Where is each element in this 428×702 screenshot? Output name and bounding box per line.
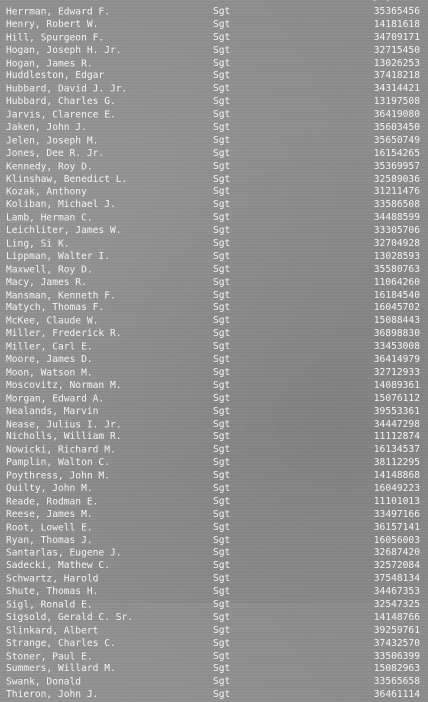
service-number: 16184540	[373, 289, 420, 301]
soldier-name: Klinshaw, Benedict L.	[6, 173, 128, 185]
soldier-name: Sigl, Ronald E.	[6, 599, 93, 611]
service-number: 13026253	[373, 57, 420, 69]
roster-row	[6, 96, 420, 109]
soldier-name: Miller, Carl E.	[6, 341, 93, 353]
soldier-rank: Sgt	[213, 328, 231, 340]
soldier-name: Lamb, Herman C.	[6, 212, 93, 224]
soldier-name: Moore, James D.	[6, 354, 93, 366]
service-number: 15076112	[373, 392, 420, 404]
roster-row	[6, 406, 420, 419]
roster-row	[6, 586, 420, 599]
roster-row	[6, 70, 420, 83]
service-number: 13197508	[373, 96, 420, 108]
service-number: 35580763	[373, 263, 420, 275]
soldier-name: Stoner, Paul E.	[6, 650, 93, 662]
soldier-rank: Sgt	[213, 521, 231, 533]
soldier-rank: Sgt	[213, 160, 231, 172]
soldier-rank: Sgt	[213, 83, 231, 95]
roster-row	[6, 676, 420, 689]
service-number: 32572084	[373, 560, 420, 572]
soldier-name: Shute, Thomas H.	[6, 586, 99, 598]
service-number: 39259761	[373, 624, 420, 636]
soldier-name: Lippman, Walter I.	[6, 250, 110, 262]
soldier-name: Reade, Rodman E.	[6, 496, 99, 508]
soldier-rank: Sgt	[213, 18, 231, 30]
soldier-name: Ling, Si K.	[6, 238, 70, 250]
roster-row	[6, 509, 420, 522]
soldier-rank: Sgt	[213, 186, 231, 198]
soldier-rank: Sgt	[213, 289, 231, 301]
soldier-rank: Sgt	[213, 147, 231, 159]
soldier-rank: Sgt	[213, 482, 231, 494]
soldier-rank: Sgt	[213, 534, 231, 546]
soldier-rank: Sgt	[213, 173, 231, 185]
soldier-rank: Sgt	[213, 624, 231, 636]
roster-row	[6, 315, 420, 328]
service-number: 16134537	[373, 444, 420, 456]
soldier-name: Henry, Robert W.	[6, 18, 99, 30]
soldier-rank: Sgt	[213, 199, 231, 211]
service-number: 37548134	[373, 573, 420, 585]
service-number: 32687420	[373, 547, 420, 559]
service-number: 32547325	[373, 598, 420, 610]
service-number: 36898830	[373, 328, 420, 340]
roster-row	[6, 612, 420, 625]
roster-row	[6, 354, 420, 367]
soldier-rank: Sgt	[213, 44, 231, 56]
soldier-name: Leichliter, James W.	[6, 225, 122, 237]
soldier-name: Jelen, Joseph M.	[6, 135, 99, 147]
service-number: 16049223	[373, 482, 420, 494]
roster-row	[6, 212, 420, 225]
service-number: 16056003	[373, 534, 420, 546]
soldier-name: Schwartz, Harold	[6, 573, 99, 585]
soldier-name: Moscovitz, Norman M.	[6, 379, 122, 391]
soldier-rank: Sgt	[213, 341, 231, 353]
soldier-rank: Sgt	[213, 650, 231, 662]
roster-row	[6, 573, 420, 586]
roster-row	[6, 457, 420, 470]
roster-row	[6, 341, 420, 354]
soldier-rank: Sgt	[213, 6, 231, 17]
roster-row	[6, 393, 420, 406]
roster-row	[6, 496, 420, 509]
service-number: 34467353	[373, 586, 420, 598]
service-number: 11101013	[373, 495, 420, 507]
roster-row	[6, 483, 420, 496]
soldier-name: Strange, Charles C.	[6, 637, 116, 649]
soldier-rank: Sgt	[213, 495, 231, 507]
service-number: 16045702	[373, 302, 420, 314]
soldier-rank: Sgt	[213, 431, 231, 443]
soldier-name: Nowicki, Richard M.	[6, 444, 116, 456]
soldier-name: Jaken, John J.	[6, 122, 87, 134]
service-number: 39553361	[373, 405, 420, 417]
roster-row	[6, 83, 420, 96]
soldier-name: Mansman, Kenneth F.	[6, 289, 116, 301]
soldier-rank: Sgt	[213, 379, 231, 391]
soldier-rank: Sgt	[213, 547, 231, 559]
soldier-name: Koliban, Michael J.	[6, 199, 116, 211]
service-number: 35369957	[373, 160, 420, 172]
service-number: 14148766	[373, 611, 420, 623]
service-number: 11112874	[373, 431, 420, 443]
soldier-name: Kennedy, Roy D.	[6, 160, 93, 172]
service-number: 13028593	[373, 250, 420, 262]
soldier-rank: Sgt	[213, 560, 231, 572]
service-number: 35650749	[373, 134, 420, 146]
service-number: 36461114	[373, 689, 420, 701]
soldier-name: Sadecki, Mathew C.	[6, 560, 110, 572]
service-number: 32589036	[373, 173, 420, 185]
soldier-rank: Sgt	[213, 663, 231, 675]
soldier-name: Thieron, John J.	[6, 689, 99, 701]
roster-row	[6, 174, 420, 187]
service-number: 37432570	[373, 637, 420, 649]
roster-row	[6, 328, 420, 341]
roster-row	[6, 638, 420, 651]
soldier-rank: Sgt	[213, 470, 231, 482]
soldier-name: Miller, Frederick R.	[6, 328, 122, 340]
service-number: 34488599	[373, 212, 420, 224]
roster-row	[6, 135, 420, 148]
service-number: 14148868	[373, 470, 420, 482]
roster-row	[6, 380, 420, 393]
roster-row	[6, 444, 420, 457]
soldier-name: Swank, Donald	[6, 676, 82, 688]
soldier-name: Hill, Spurgeon F.	[6, 32, 105, 44]
soldier-name: Hubbard, Charles G.	[6, 96, 116, 108]
soldier-name: Nicholls, William R.	[6, 431, 122, 443]
roster-row	[6, 535, 420, 548]
soldier-name: Morgan, Edward A.	[6, 393, 105, 405]
roster-row	[6, 689, 420, 702]
roster-row	[6, 560, 420, 573]
soldier-name: Nealands, Marvin	[6, 405, 99, 417]
service-number: 32704928	[373, 238, 420, 250]
soldier-rank: Sgt	[213, 611, 231, 623]
header-mark: - -	[372, 0, 392, 6]
soldier-rank: Sgt	[213, 70, 231, 82]
soldier-name: Pamplin, Walton C.	[6, 457, 110, 469]
roster-row	[6, 19, 420, 32]
soldier-name: Huddleston, Edgar	[6, 70, 105, 82]
soldier-rank: Sgt	[213, 315, 231, 327]
soldier-rank: Sgt	[213, 354, 231, 366]
soldier-rank: Sgt	[213, 405, 231, 417]
soldier-name: Poythress, John M.	[6, 470, 110, 482]
service-number: 33453008	[373, 341, 420, 353]
roster-row	[6, 547, 420, 560]
soldier-name: Jarvis, Clarence E.	[6, 109, 116, 121]
soldier-name: McKee, Claude W.	[6, 315, 99, 327]
soldier-rank: Sgt	[213, 573, 231, 585]
soldier-name: Jones, Dee R. Jr.	[6, 147, 105, 159]
roster-row	[6, 58, 420, 71]
soldier-name: Reese, James M.	[6, 508, 93, 520]
roster-row	[6, 290, 420, 303]
service-number: 11064260	[373, 276, 420, 288]
soldier-rank: Sgt	[213, 444, 231, 456]
service-number: 38112295	[373, 457, 420, 469]
roster-row	[6, 264, 420, 277]
soldier-name: Santarlas, Eugene J.	[6, 547, 122, 559]
service-number: 33565658	[373, 676, 420, 688]
roster-row	[6, 651, 420, 664]
soldier-rank: Sgt	[213, 457, 231, 469]
soldier-rank: Sgt	[213, 263, 231, 275]
soldier-name: Matych, Thomas F.	[6, 302, 105, 314]
roster-row	[6, 6, 420, 19]
soldier-rank: Sgt	[213, 238, 231, 250]
roster-row	[6, 251, 420, 264]
service-number: 34314421	[373, 83, 420, 95]
service-number: 34709171	[373, 31, 420, 43]
roster-list	[6, 6, 420, 702]
service-number: 33586508	[373, 199, 420, 211]
roster-row	[6, 302, 420, 315]
service-number: 36419080	[373, 109, 420, 121]
soldier-rank: Sgt	[213, 366, 231, 378]
roster-row	[6, 161, 420, 174]
service-number: 15088443	[373, 315, 420, 327]
roster-row	[6, 431, 420, 444]
soldier-name: Nease, Julius I. Jr.	[6, 418, 122, 430]
soldier-rank: Sgt	[213, 122, 231, 134]
roster-row	[6, 625, 420, 638]
service-number: 33305706	[373, 225, 420, 237]
roster-row	[6, 122, 420, 135]
roster-row	[6, 277, 420, 290]
service-number: 35603450	[373, 122, 420, 134]
soldier-rank: Sgt	[213, 689, 231, 701]
soldier-rank: Sgt	[213, 225, 231, 237]
service-number: 37418218	[373, 70, 420, 82]
service-number: 31211476	[373, 186, 420, 198]
soldier-rank: Sgt	[213, 676, 231, 688]
roster-row	[6, 663, 420, 676]
soldier-rank: Sgt	[213, 134, 231, 146]
soldier-name: Slinkard, Albert	[6, 625, 99, 637]
soldier-name: Moon, Watson M.	[6, 367, 93, 379]
roster-row	[6, 599, 420, 612]
service-number: 36157141	[373, 521, 420, 533]
roster-row	[6, 186, 420, 199]
roster-row	[6, 419, 420, 432]
soldier-rank: Sgt	[213, 96, 231, 108]
roster-row	[6, 238, 420, 251]
soldier-name: Hogan, James R.	[6, 57, 93, 69]
roster-row	[6, 45, 420, 58]
soldier-name: Summers, Willard M.	[6, 663, 116, 675]
service-number: 33506399	[373, 650, 420, 662]
soldier-rank: Sgt	[213, 212, 231, 224]
service-number: 32712933	[373, 366, 420, 378]
soldier-name: Root, Lowell E.	[6, 521, 93, 533]
service-number: 36414979	[373, 354, 420, 366]
soldier-rank: Sgt	[213, 57, 231, 69]
roster-row	[6, 109, 420, 122]
soldier-rank: Sgt	[213, 250, 231, 262]
service-number: 14089361	[373, 379, 420, 391]
soldier-name: Maxwell, Roy D.	[6, 264, 93, 276]
soldier-rank: Sgt	[213, 302, 231, 314]
service-number: 14181618	[373, 18, 420, 30]
soldier-name: Herrman, Edward F.	[6, 6, 110, 18]
soldier-name: Kozak, Anthony	[6, 186, 87, 198]
service-number: 32715450	[373, 44, 420, 56]
soldier-rank: Sgt	[213, 637, 231, 649]
soldier-rank: Sgt	[213, 598, 231, 610]
soldier-rank: Sgt	[213, 586, 231, 598]
service-number: 33497166	[373, 508, 420, 520]
roster-row	[6, 225, 420, 238]
soldier-name: Hubbard, David J. Jr.	[6, 83, 128, 95]
roster-row	[6, 148, 420, 161]
soldier-rank: Sgt	[213, 276, 231, 288]
soldier-name: Quilty, John M.	[6, 482, 93, 494]
service-number: 16154265	[373, 147, 420, 159]
roster-row	[6, 470, 420, 483]
service-number: 34447298	[373, 418, 420, 430]
soldier-name: Sigsold, Gerald C. Sr.	[6, 611, 134, 623]
service-number: 15082963	[373, 663, 420, 675]
roster-row	[6, 32, 420, 45]
soldier-name: Macy, James R.	[6, 276, 87, 288]
soldier-name: Ryan, Thomas J.	[6, 534, 93, 546]
service-number: 35365456	[373, 6, 420, 17]
roster-row	[6, 199, 420, 212]
soldier-name: Hogan, Joseph H. Jr.	[6, 44, 122, 56]
soldier-rank: Sgt	[213, 109, 231, 121]
soldier-rank: Sgt	[213, 508, 231, 520]
soldier-rank: Sgt	[213, 31, 231, 43]
soldier-rank: Sgt	[213, 418, 231, 430]
roster-row	[6, 367, 420, 380]
roster-row	[6, 522, 420, 535]
soldier-rank: Sgt	[213, 392, 231, 404]
